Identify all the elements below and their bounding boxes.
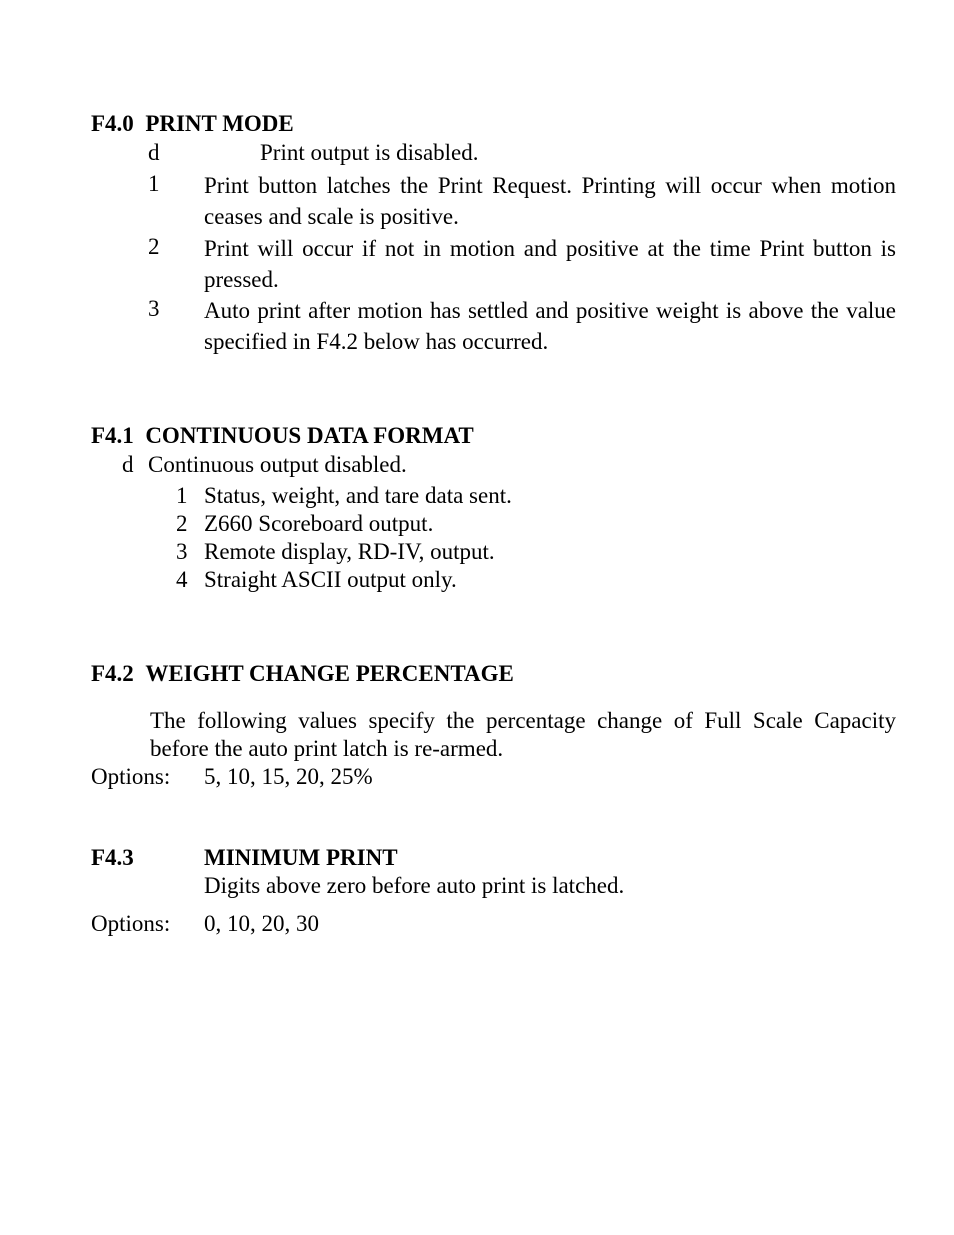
f42-options-label: Options: — [91, 764, 171, 789]
f41-item-key-d: d — [122, 452, 134, 477]
f43-options-values: 0, 10, 20, 30 — [204, 911, 319, 936]
f41-item-text-1: Status, weight, and tare data sent. — [204, 483, 512, 508]
section-f43-title: MINIMUM PRINT — [204, 845, 398, 870]
f41-item-key-4: 4 — [176, 567, 188, 592]
section-f42-title: WEIGHT CHANGE PERCENTAGE — [145, 661, 514, 686]
f40-item-text-d: Print output is disabled. — [260, 140, 479, 165]
section-f42-code: F4.2 — [91, 661, 134, 686]
section-f41-heading — [91, 422, 474, 450]
section-f43-code: F4.3 — [91, 845, 134, 870]
f40-item-key-d: d — [148, 140, 160, 165]
f41-item-key-2: 2 — [176, 511, 188, 536]
f40-item-key-2: 2 — [148, 234, 160, 259]
f41-item-text-3: Remote display, RD-IV, output. — [204, 539, 495, 564]
f43-description: Digits above zero before auto print is latched. — [204, 873, 625, 898]
section-f40-heading — [91, 110, 294, 138]
f40-item-key-1: 1 — [148, 171, 160, 196]
section-f40-code: F4.0 — [91, 111, 134, 136]
section-f41-title: CONTINUOUS DATA FORMAT — [145, 423, 474, 448]
f42-description: The following values specify the percentage change of Full Scale Capacity before the auto print latch is re-armed. — [150, 708, 896, 761]
section-f41-code: F4.1 — [91, 423, 134, 448]
section-f40-title: PRINT MODE — [145, 111, 294, 136]
f41-item-text-4: Straight ASCII output only. — [204, 567, 457, 592]
f40-item-text-2: Print will occur if not in motion and positive at the time Print button is pressed. — [204, 236, 896, 292]
f41-item-key-3: 3 — [176, 539, 188, 564]
f40-item-text-1: Print button latches the Print Request. Printing will occur when motion ceases and scale is positive. — [204, 173, 896, 229]
f41-item-text-d: Continuous output disabled. — [148, 452, 407, 477]
f43-options-label: Options: — [91, 911, 171, 936]
f41-item-text-2: Z660 Scoreboard output. — [204, 511, 434, 536]
f40-item-key-3: 3 — [148, 296, 160, 321]
section-f42-heading — [91, 660, 514, 688]
f42-options-values: 5, 10, 15, 20, 25% — [204, 764, 373, 789]
f41-item-key-1: 1 — [176, 483, 188, 508]
f40-item-text-3: Auto print after motion has settled and positive weight is above the value specified in F4.2 below has occurred. — [204, 298, 896, 354]
